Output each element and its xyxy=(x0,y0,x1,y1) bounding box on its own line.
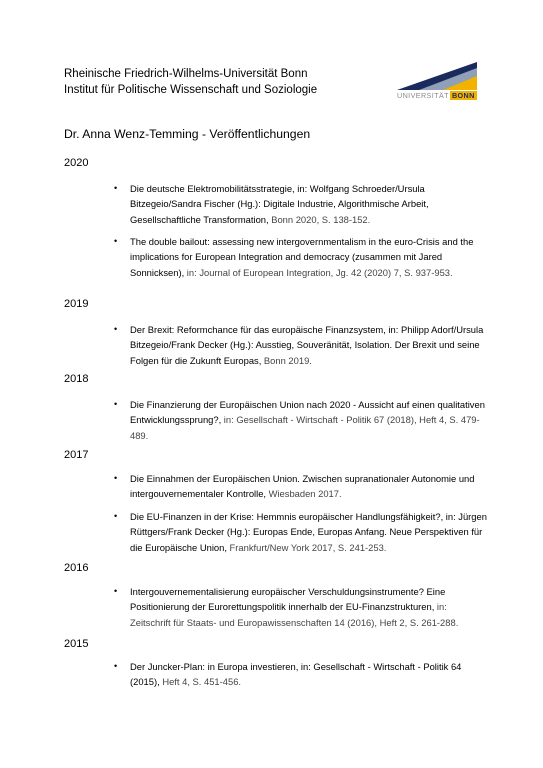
publication-entry xyxy=(114,234,490,280)
publication-entry xyxy=(114,509,490,555)
publication-title: Die deutsche Elektromobilitätsstrategie, in: Wolfgang Schroeder/Ursula Bitzegeio/Sandra Fischer (Hg.): Digitale Industrie, Algorithmische Arbeit, Gesellschaftliche Transformation, xyxy=(130,183,429,225)
publication-entry xyxy=(114,181,490,227)
bullet-icon: • xyxy=(114,183,118,193)
publication-title: Der Juncker-Plan: in Europa investieren, in: Gesellschaft - Wirtschaft - Politik 64 (2015), xyxy=(130,661,462,688)
university-name: Rheinische Friedrich-Wilhelms-Universität Bonn xyxy=(64,68,308,80)
publication-details: in: Zeitschrift für Staats- und Europawissenschaften 14 (2016), Heft 2, S. 261-288. xyxy=(130,601,459,628)
year-heading-2018: 2018 xyxy=(64,373,89,385)
publication-title: Die EU-Finanzen in der Krise: Hemmnis europäischer Handlungsfähigkeit?, in: Jürgen Rüttgers/Frank Decker (Hg.): Europas Ende, Europas Anfang. Neue Perspektiven für die Europäische Union, xyxy=(130,511,487,553)
logo-text-universitaet: UNIVERSITÄT xyxy=(397,91,449,100)
publication-entry xyxy=(114,471,490,502)
year-heading-2015: 2015 xyxy=(64,638,89,650)
bullet-icon: • xyxy=(114,586,118,596)
publication-details: in: Gesellschaft - Wirtschaft - Politik 67 (2018), Heft 4, S. 479-489. xyxy=(130,414,480,441)
year-heading-2019: 2019 xyxy=(64,298,89,310)
publication-details: Heft 4, S. 451-456. xyxy=(159,676,242,688)
bullet-icon: • xyxy=(114,661,118,671)
institute-name: Institut für Politische Wissenschaft und Soziologie xyxy=(64,84,318,96)
page-title: Dr. Anna Wenz-Temming - Veröffentlichungen xyxy=(64,127,311,141)
institution-header xyxy=(64,66,317,98)
publication-details: Bonn 2019. xyxy=(261,354,312,366)
bullet-icon: • xyxy=(114,399,118,409)
logo-text-bonn: BONN xyxy=(451,91,475,100)
publication-details: Bonn 2020, S. 138-152. xyxy=(268,213,371,225)
publication-title: Der Brexit: Reformchance für das europäische Finanzsystem, in: Philipp Adorf/Ursula Bitzegeio/Frank Decker (Hg.): Ausstieg, Souveränität, Isolation. Der Brexit und seine Folgen für die Zukunft Europas, xyxy=(130,324,484,366)
publication-title: Die Einnahmen der Europäischen Union. Zwischen supranationaler Autonomie und intergouvernementaler Kontrolle, xyxy=(130,473,475,500)
publication-entry xyxy=(114,584,490,630)
publication-entry xyxy=(114,659,490,690)
publication-details: in: Journal of European Integration, Jg. 42 (2020) 7, S. 937-953. xyxy=(184,266,453,278)
university-logo xyxy=(397,62,479,102)
publication-details: Frankfurt/New York 2017, S. 241-253. xyxy=(226,541,387,553)
publication-entry xyxy=(114,322,490,368)
publication-title: Intergouvernementalisierung europäischer Verschuldungsinstrumente? Eine Positionierung der Eurorettungspolitik innerhalb der EU-Finanzstrukturen, xyxy=(130,586,446,613)
publication-details: Wiesbaden 2017. xyxy=(266,488,342,500)
logo-emblem-icon xyxy=(397,62,477,90)
bullet-icon: • xyxy=(114,511,118,521)
year-heading-2016: 2016 xyxy=(64,562,89,574)
year-heading-2017: 2017 xyxy=(64,449,89,461)
bullet-icon: • xyxy=(114,324,118,334)
year-heading-2020: 2020 xyxy=(64,157,89,169)
publication-entry xyxy=(114,397,490,443)
publication-title: Die Finanzierung der Europäischen Union nach 2020 - Aussicht auf einen qualitativen Entwicklungssprung?, xyxy=(130,399,485,426)
bullet-icon: • xyxy=(114,236,118,246)
bullet-icon: • xyxy=(114,473,118,483)
publication-title: The double bailout: assessing new intergovernmentalism in the euro-Crisis and the implications for European Integration and democracy (zusammen mit Jared Sonnicksen), xyxy=(130,236,474,278)
logo-wordmark xyxy=(397,91,477,101)
